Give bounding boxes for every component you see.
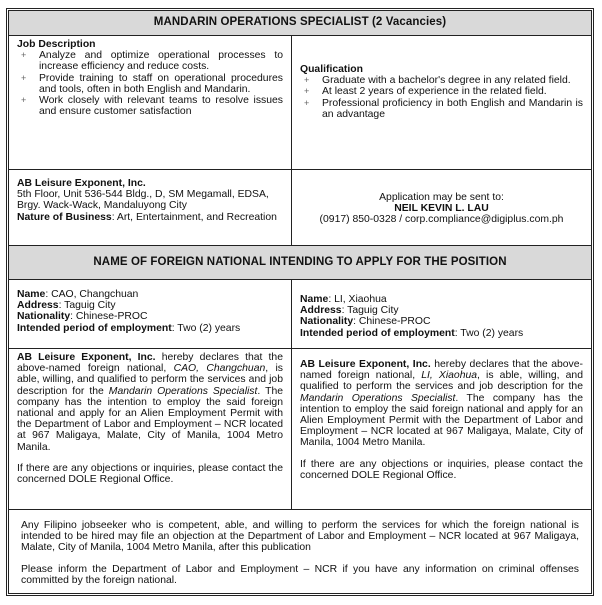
foreign-national-title: NAME OF FOREIGN NATIONAL INTENDING TO APPLY FOR THE POSITION xyxy=(9,246,591,279)
nature-of-business: Nature of Business: Art, Entertainment, and Recreation xyxy=(17,211,277,223)
job-description-heading: Job Description xyxy=(17,39,96,50)
declaration-text: AB Leisure Exponent, Inc. hereby declares that the above-named foreign national, LI, Xiaohua, is able, willing, and qualified to perform the services and job description for the Mandarin Operations Specialist. The company has the intention to employ the said foreign national and apply for an Alien Employment Permit with the Department of Labor and Employment – NCR located at 967 Maligaya, Malate, City of Manila, 1004 Metro Manila. xyxy=(300,359,583,449)
footer-row xyxy=(9,509,591,593)
qualification xyxy=(291,36,591,169)
foreign-header-row xyxy=(9,245,591,279)
national-card-1: Name: CAO, Changchuan Address: Taguig City Nationality: Chinese-PROC Intended period of employment: Two (2) years xyxy=(17,289,241,334)
declaration-text: AB Leisure Exponent, Inc. hereby declares that the above-named foreign national, CAO, Changchuan, is able, willing, and qualified to perform the services and job description for the Mandarin Operations Specialist. The company has the intention to employ the said foreign national and apply for an Alien Employment Permit with the Department of Labor and Employment – NCR located at 967 Maligaya, Malate, City of Manila, 1004 Metro Manila. xyxy=(17,352,284,453)
application-line: Application may be sent to: xyxy=(379,192,504,203)
contact-info: (0917) 850-0328 / corp.compliance@digiplus.com.ph xyxy=(319,214,564,226)
declaration-2 xyxy=(291,349,591,509)
list-item: + Professional proficiency in both English and Mandarin is an advantage xyxy=(300,98,583,120)
position-title: MANDARIN OPERATIONS SPECIALIST (2 Vacancies) xyxy=(9,11,591,35)
list-item: + Work closely with relevant teams to resolve issues and ensure customer satisfaction xyxy=(17,95,283,117)
qualification-heading: Qualification xyxy=(300,64,363,75)
list-item: + Graduate with a bachelor's degree in any related field. xyxy=(300,75,583,86)
company-address: 5th Floor, Unit 536-544 Bldg., D, SM Megamall, EDSA, Brgy. Wack-Wack, Mandaluyong City xyxy=(17,189,269,212)
company-name: AB Leisure Exponent, Inc. xyxy=(17,178,146,189)
national-card-2: Name: LI, Xiaohua Address: Taguig City Nationality: Chinese-PROC Intended period of employment: Two (2) years xyxy=(291,280,591,348)
objection-text: If there are any objections or inquiries, please contact the concerned DOLE Regional Office. xyxy=(17,462,283,486)
footer xyxy=(9,510,591,593)
position-header-row xyxy=(9,11,591,35)
footer-objection-notice: Any Filipino jobseeker who is competent, able, and willing to perform the services for which the foreign national is intended to be hired may file an objection at the Department of Labor and Employment – NCR located at 967 Maligaya, Malate, City of Manila, 1004 Metro Manila, after this publication xyxy=(21,520,579,554)
company-info xyxy=(9,170,291,245)
list-item: + At least 2 years of experience in the related field. xyxy=(300,86,583,97)
list-item: + Provide training to staff on operational procedures and tools, often in both English and Mandarin. xyxy=(17,73,283,95)
contact-name: NEIL KEVIN L. LAU xyxy=(394,203,489,215)
application-info xyxy=(291,170,591,245)
qualification-list xyxy=(300,75,583,120)
objection-text: If there are any objections or inquiries, please contact the concerned DOLE Regional Office. xyxy=(300,458,583,481)
company-row xyxy=(9,169,591,245)
nationals-row xyxy=(9,279,591,348)
job-description xyxy=(9,36,291,169)
job-description-list xyxy=(17,50,283,117)
footer-criminal-notice: Please inform the Department of Labor and Employment – NCR if you have any information on criminal offenses committed by the foreign national. xyxy=(21,563,579,586)
declaration-1 xyxy=(9,349,291,509)
job-notice xyxy=(6,8,594,596)
job-details-row xyxy=(9,35,591,169)
declarations-row xyxy=(9,348,591,509)
list-item: + Analyze and optimize operational processes to increase efficiency and reduce costs. xyxy=(17,50,283,72)
